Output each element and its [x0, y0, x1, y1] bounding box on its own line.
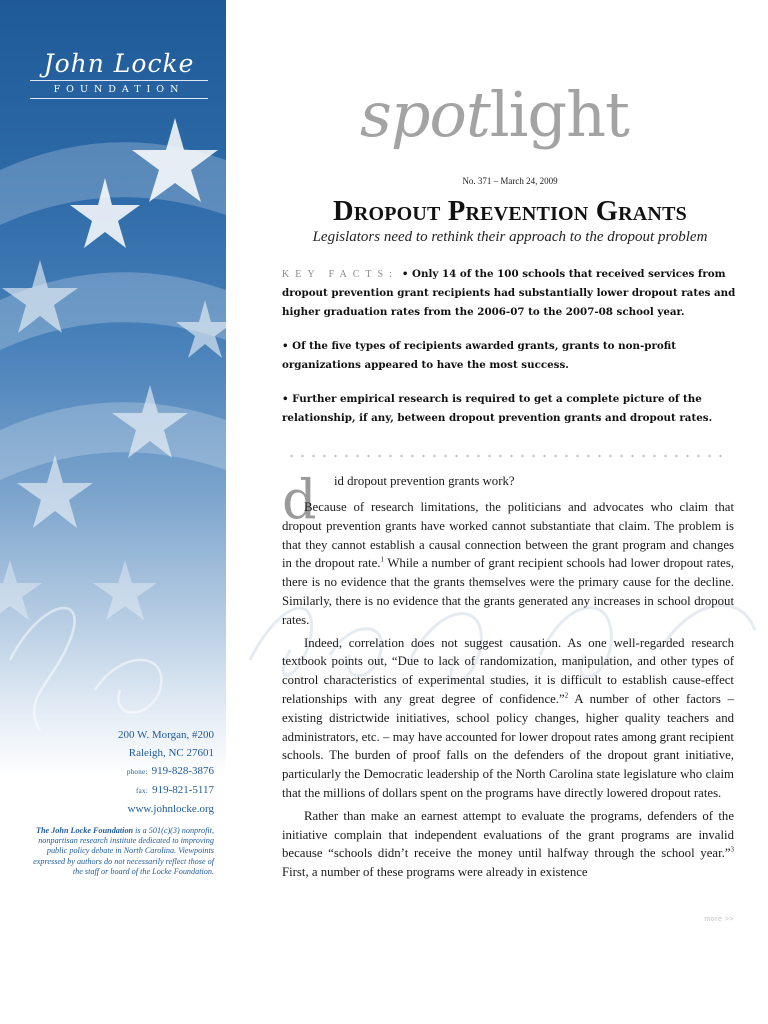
address-street: 200 W. Morgan, #200 — [117, 729, 214, 741]
fax-number: 919-821-5117 — [152, 784, 214, 796]
paragraph-3 — [282, 807, 734, 882]
paragraph-1 — [282, 498, 734, 630]
dotted-divider — [286, 453, 726, 459]
paragraph-2-text-a: Indeed, correlation does not suggest causation. As one well-regarded research textbook points out, “Due to lack of randomization, manipulation, and other types of control characteristics of experimental studies, it is difficult to establish cause-effect relationships with any great degree of confidence.” — [282, 635, 734, 706]
key-facts-label: KEY FACTS: — [282, 269, 398, 280]
about-foundation-text: is a 501(c)(3) nonprofit, nonpartisan research institute dedicated to improving public policy debate in North Carolina. Viewpoints expressed by authors do not necessarily reflect those of the staff or board of the Locke Foundation. — [33, 826, 214, 876]
masthead-spotlight — [360, 78, 629, 151]
footnote-3: 3 — [730, 846, 734, 855]
article-title: Dropout Prevention Grants — [333, 196, 687, 227]
address-fax-row — [14, 781, 214, 800]
article-subtitle: Legislators need to rethink their approach to the dropout problem — [312, 229, 708, 245]
logo-script-text: John Locke — [43, 49, 195, 78]
article-opening-line: id dropout prevention grants work? — [334, 474, 515, 488]
more-link[interactable]: more >> — [704, 916, 734, 923]
footnote-1: 1 — [380, 556, 384, 565]
masthead-spot: spot — [360, 78, 490, 151]
key-fact-1-text: • Only 14 of the 100 schools that received services from dropout prevention grant recipients had substantially lower dropout rates and higher graduation rates from the 2006-07 to the 2007-08 school year. — [282, 268, 736, 318]
logo-rule-bottom — [30, 98, 208, 99]
logo-foundation-text: FOUNDATION — [53, 84, 185, 95]
fax-label: fax: — [135, 787, 149, 795]
address-phone-row — [14, 762, 214, 781]
key-fact-2: • Of the five types of recipients awarded grants, grants to non-profit organizations appeared to have the most success. — [282, 340, 676, 371]
paragraph-3-text-a: Rather than make an earnest attempt to evaluate the programs, defenders of the initiative complain that independent evaluations of the grant programs are invalid because “schools didn’t receive the money until halfway through the school year.” — [282, 808, 734, 861]
paragraph-1-text-a: Because of research limitations, the politicians and advocates who claim that dropout prevention grants have worked cannot substantiate that claim. The problem is that they cannot establish a causal connection between the grant program and changes in the dropout rate. — [282, 500, 734, 571]
key-facts — [282, 265, 738, 443]
address-city: Raleigh, NC 27601 — [128, 747, 214, 759]
sidebar — [0, 0, 226, 1024]
paragraph-2 — [282, 634, 734, 803]
paragraph-2-text-b: A number of other factors – existing districtwide initiatives, school policy changes, higher quality teachers and administrators, etc. – may have accounted for lower dropout rates among grant recipient schools. The burden of proof falls on the defenders of the dropout grant initiative, particularly the Democratic leadership of the North Carolina state legislature who claim that the millions of dollars spent on the programs have directly lowered dropout rates. — [282, 691, 734, 800]
logo-rule — [30, 80, 208, 81]
flag-stars-art — [0, 0, 226, 760]
key-fact-3: • Further empirical research is required to get a complete picture of the relationship, if any, between dropout prevention grants and dropout rates. — [282, 393, 713, 424]
john-locke-foundation-logo[interactable] — [24, 50, 214, 99]
issue-number-date: No. 371 – March 24, 2009 — [462, 176, 558, 186]
masthead-light: light — [489, 78, 629, 151]
key-fact-1 — [282, 265, 738, 322]
paragraph-3-text-b: First, a number of these programs were already in existence — [282, 865, 588, 880]
website-link[interactable]: www.johnlocke.org — [127, 803, 214, 815]
phone-number: 919-828-3876 — [151, 765, 214, 777]
about-foundation-name: The John Locke Foundation — [35, 826, 134, 835]
paragraph-1-text-b: While a number of grant recipient schools had lower dropout rates, there is no evidence that the grants themselves were the primary cause for the decline. Similarly, there is no evidence that the grants generated any increases in school dropout rates. — [282, 556, 734, 627]
address-block — [14, 726, 214, 818]
about-foundation — [29, 826, 214, 877]
phone-label: phone: — [126, 768, 148, 776]
footnote-2: 2 — [564, 691, 569, 700]
article-body — [282, 498, 734, 886]
drop-cap: d — [282, 468, 317, 531]
